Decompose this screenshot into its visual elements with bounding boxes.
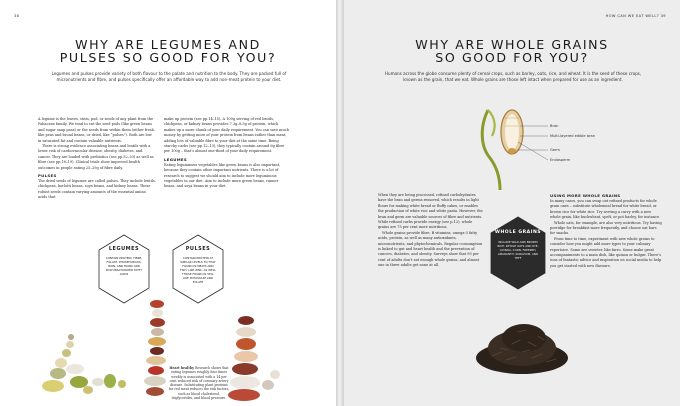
- legumes-hexagon-title: LEGUMES: [108, 246, 140, 252]
- right-title-line2: SO GOOD FOR YOU?: [435, 50, 589, 66]
- right-col1-paragraph-2: Whole grains provide fibre, B vitamins, omega-3 fatty acids, protein, as well as many antioxidants, micronutrients, and phytochemicals. Regular consumption is linked to gut and heart health and the prevention of cancers, diabetes, and obesity. Surveys show that 95 per cent of adults don’t eat enough whole grains, and almost one in three adults get none at all.: [378, 230, 483, 268]
- wheat-grain-diagram: [474, 106, 554, 192]
- endosperm-label: Endosperm: [550, 158, 571, 162]
- heart-healthy-caption: [168, 366, 230, 400]
- right-col2-paragraph-2: Whole oats, for example, are also very nutritious. Try having porridge for breakfast more frequently, and choose oat bars for snacks.: [550, 220, 662, 236]
- right-col2-paragraph-1: In many cases, you can swap out refined products for whole grain ones – substitute wholemeal bread for white bread, or brown rice for white rice. Try serving a curry with a new whole grain, like buckwheat, spelt, or pot barley, for instance.: [550, 198, 661, 220]
- pulses-hexagon-title: PULSES: [185, 246, 211, 252]
- germ-label: Germ: [550, 148, 560, 152]
- left-page: [0, 0, 336, 406]
- bran-label: Bran: [550, 124, 559, 128]
- page-number-right: HOW CAN WE EAT WELL? 39: [605, 14, 666, 18]
- left-col1-paragraph-3: The dried seeds of legumes are called pulses. They include lentils, chickpeas, borlotti beans, soya beans, and kidney beans. These robust seeds contain varying amounts of the essential amino acids that: [38, 178, 156, 200]
- left-page-title: [0, 38, 336, 65]
- left-col2-paragraph-1: make up protein (see pp.14–15). A 100g serving of red lentils, chickpeas, or kidney beans provides 7.3g–8.5g of protein, which makes up a more chunk of your daily requirement. You can save much money by getting more of your protein from beans rather than meat, adding lots of valuable fibre to your diet at the same time. Being starchy carbs (see pp.12–13), they typically contain around 6g fibre per 100g – that’s almost one-third of your daily requirement.: [164, 117, 289, 154]
- right-col1-paragraph-1: When they are being processed, refined carbohydrates have the bran and germs removed, which results in light flours for making white bread or fluffy cakes, or enables the production of white rice and white pasta. However, the bran and germ are valuable sources of fibre and nutrients. While refined carbs provide energy (see p.12), whole grains are 75 per cent more nutritious.: [378, 193, 483, 230]
- pulses-heading: PULSES: [38, 173, 57, 179]
- right-intro: Humans across the globe consume plenty of cereal crops, such as barley, oats, rice, and wheat. It is the seed of these crops, known as the grain, that we eat. Whole grains are those left intact when prepared for use as an ingredient.: [384, 71, 642, 83]
- whole-grains-hexagon: [490, 216, 546, 290]
- edible-bran-label: Multi-layered edible bran: [550, 134, 596, 138]
- right-column-1: [378, 193, 484, 269]
- right-column-2: [550, 193, 662, 269]
- pulses-hexagon-text: CONTAIN PROTEIN AT SIMILAR LEVELS TO THAT FOUND IN MEATS AND FISH, LIKE ZINC, AS WELL THOSE FOUND IN VEG, LIKE POTASSIUM AND FOLATE: [180, 256, 216, 284]
- left-column-2: [164, 117, 289, 190]
- left-col1-paragraph-2: There is strong evidence associating beans and lentils with a lower risk of cardiovascular disease, obesity, diabetes, and cancer. They are loaded with prebiotics (see pp.52–53) as well as fibre (see pp.18–19). Clinical trials show improved health outcomes in people eating 25–29g of fibre daily.: [38, 144, 154, 170]
- left-col1-paragraph-1: A legume is the leaves, stem, pod, or seeds of any plant from the Fabaceae family. We tend to eat the seed pods (like green beans and sugar snap peas) or the seeds from within them (either fresh, like peas and broad beans, or dried, like “pulses”). Both are low in saturated fat and contain valuable nutrients.: [38, 117, 156, 143]
- spine-gutter: [336, 0, 344, 406]
- wild-rice-pile-illustration: [472, 300, 572, 380]
- using-whole-grains-heading: USING MORE WHOLE GRAINS: [550, 193, 621, 198]
- legumes-heading: LEGUMES: [164, 156, 187, 162]
- left-col2-paragraph-2: Eating leguminous vegetables like green beans is also important, because they contain other important nutrients. There is a lot of research to suggest we should aim to include more leguminous vegetables in our diet. Aim to include more green beans, runner beans, and soya beans in your diet.: [164, 162, 281, 189]
- left-title-line2: PULSES SO GOOD FOR YOU?: [59, 50, 277, 66]
- right-col2-paragraph-3: From time to time, experiment with new whole grains to consider how you might add more types to your culinary repertoire. Some are sweeter, like farro. Some make great accompaniments to a main dish, like quinoa or bulgur. There’s tons of fantastic advice and inspiration on social media to help you get started with new flavours.: [550, 236, 662, 268]
- right-page-title: [344, 38, 680, 65]
- left-title-line1: WHY ARE LEGUMES AND: [75, 37, 261, 52]
- legumes-hexagon: [98, 234, 150, 304]
- legumes-hexagon-text: CONTAIN PROTEIN, FIBRE, FOLATE, PHOSPHOROUS, IRON, AND MONO AND POLYUNSATURATED FATTY ACIDS: [105, 256, 143, 276]
- caption-text: Research shows that eating legumes roughly four times weekly is associated with a 14 per cent reduced risk of coronary artery disease. Substituting plant proteins for red meat reduces the risk factors, such as blood cholesterol, triglycerides, and blood pressure.: [168, 366, 230, 401]
- whole-grains-hexagon-text: INCLUDE WILD AND BROWN RICE, WHOLE OATS AND RYE, QUINOA, CORN, FREEKEH, AMARANTH, SORGHUM, AND TEFF: [497, 240, 539, 261]
- left-intro: Legumes and pulses provide variety of both flavour to the palate and nutrition to the body. They are packed full of micronutrients and fibre, and pulses specifically offer an affordable way to add non-meat protein to your diet.: [51, 71, 287, 83]
- right-page: [344, 0, 680, 406]
- right-title-line1: WHY ARE WHOLE GRAINS: [415, 37, 609, 52]
- whole-grains-hexagon-title: WHOLE GRAINS: [494, 230, 542, 235]
- pulses-hexagon: [172, 234, 224, 304]
- page-number-left: 38: [14, 14, 20, 18]
- left-column-1: [38, 117, 156, 201]
- caption-bold-lead: Heart healthy: [169, 366, 195, 370]
